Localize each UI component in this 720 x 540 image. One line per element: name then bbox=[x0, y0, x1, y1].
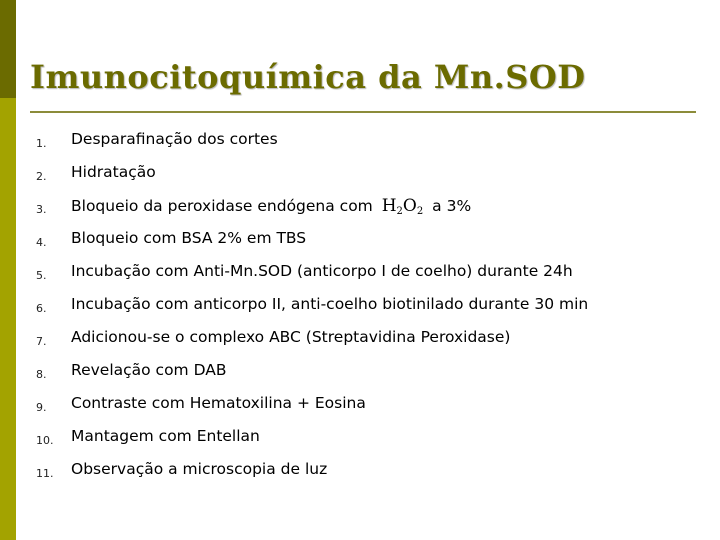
step-item bbox=[0, 157, 720, 190]
step-item bbox=[0, 322, 720, 355]
step-text: Adicionou-se o complexo ABC (Streptavidina Peroxidase) bbox=[71, 328, 511, 346]
step-item bbox=[0, 355, 720, 388]
step-item bbox=[0, 256, 720, 289]
protocol-steps-list bbox=[0, 124, 720, 487]
step-text: Desparafinação dos cortes bbox=[71, 130, 278, 148]
h2o2-formula bbox=[378, 196, 428, 216]
step-text: Observação a microscopia de luz bbox=[71, 460, 328, 478]
step-item bbox=[0, 124, 720, 157]
step-text: Hidratação bbox=[71, 163, 156, 181]
step-number: 8. bbox=[36, 368, 47, 381]
step-item bbox=[0, 421, 720, 454]
step-text: Incubação com Anti-Mn.SOD (anticorpo I de coelho) durante 24h bbox=[71, 262, 573, 280]
step-number: 2. bbox=[36, 170, 47, 183]
step-number: 10. bbox=[36, 434, 54, 447]
step-item bbox=[0, 223, 720, 256]
step-number: 5. bbox=[36, 269, 47, 282]
step-number: 9. bbox=[36, 401, 47, 414]
step-number: 4. bbox=[36, 236, 47, 249]
step-item bbox=[0, 190, 720, 223]
step-text: Revelação com DAB bbox=[71, 361, 227, 379]
slide-title: Imunocitoquímica da Mn.SOD bbox=[30, 58, 586, 96]
accent-bar-top bbox=[0, 0, 16, 98]
step-number: 1. bbox=[36, 137, 47, 150]
step-text bbox=[71, 196, 471, 217]
step-number: 7. bbox=[36, 335, 47, 348]
step-item bbox=[0, 289, 720, 322]
step-text-after-formula: a 3% bbox=[432, 197, 472, 215]
formula-subscript: 2 bbox=[396, 206, 403, 217]
formula-element-h: H bbox=[381, 196, 397, 216]
step-number: 11. bbox=[36, 467, 54, 480]
formula-subscript: 2 bbox=[416, 206, 424, 217]
step-number: 3. bbox=[36, 203, 47, 216]
step-item bbox=[0, 388, 720, 421]
step-text: Mantagem com Entellan bbox=[71, 427, 260, 445]
formula-element-o: O bbox=[402, 196, 417, 216]
step-text: Contraste com Hematoxilina + Eosina bbox=[71, 394, 366, 412]
step-text: Incubação com anticorpo II, anti-coelho biotinilado durante 30 min bbox=[71, 295, 589, 313]
step-text: Bloqueio com BSA 2% em TBS bbox=[71, 229, 307, 247]
step-number: 6. bbox=[36, 302, 47, 315]
step-text-before-formula: Bloqueio da peroxidase endógena com bbox=[71, 197, 373, 215]
title-underline bbox=[30, 111, 696, 113]
step-item bbox=[0, 454, 720, 487]
